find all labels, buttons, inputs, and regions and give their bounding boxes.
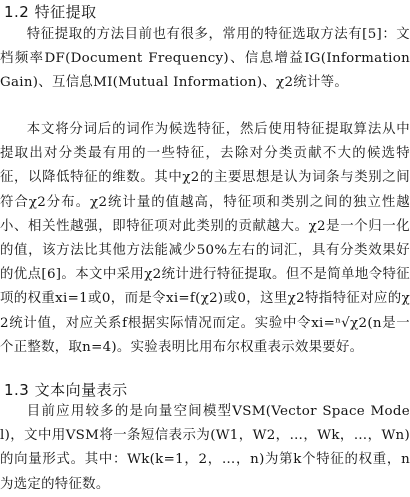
paragraph-chi-square: 本文将分词后的词作为候选特征，然后使用特征提取算法从中提取出对分类最有用的一些特征，去除对分类贡献不大的候选特征，以降低特征的维数。其中χ2的主要思想是认为词条与类别之间符合χ2分布。χ2统计量的值越高，特征项和类别之间的独立性越小、相关性越强，即特征项对此类别的贡献越大。χ2是一个归一化的值，该方法比其他方法能减少50%左右的词汇，具有分类效果好的优点[6]。本文中采用χ2统计进行特征提取。但不是简单地令特征项的权重xi=1或0，而是令xi=f(χ2)或0，这里χ2特指特征对应的χ2统计值，对应关系f根据实际情况而定。实验中令xi=ⁿ√χ2(n是一个正整数，取n=4)。实验表明比用布尔权重表示效果要好。: [0, 122, 410, 355]
paragraph-vsm: 目前应用较多的是向量空间模型VSM(Vector Space Model)，文中用VSM将一条短信表示为(W1，W2，…，Wk，…，Wn)的向量形式。其中：Wk(k=1，2，…，n)为第k个特征的权重，n为选定的特征数。: [0, 404, 410, 492]
section-heading-1-3: 1.3 文本向量表示: [4, 381, 128, 399]
section-heading-1-2: 1.2 特征提取: [4, 3, 97, 21]
paragraph-feature-methods: 特征提取的方法目前也有很多，常用的特征选取方法有[5]：文档频率DF(Document Frequency)、信息增益IG(Information Gain)、互信息MI(Mutual Information)、χ2统计等。: [0, 27, 410, 91]
